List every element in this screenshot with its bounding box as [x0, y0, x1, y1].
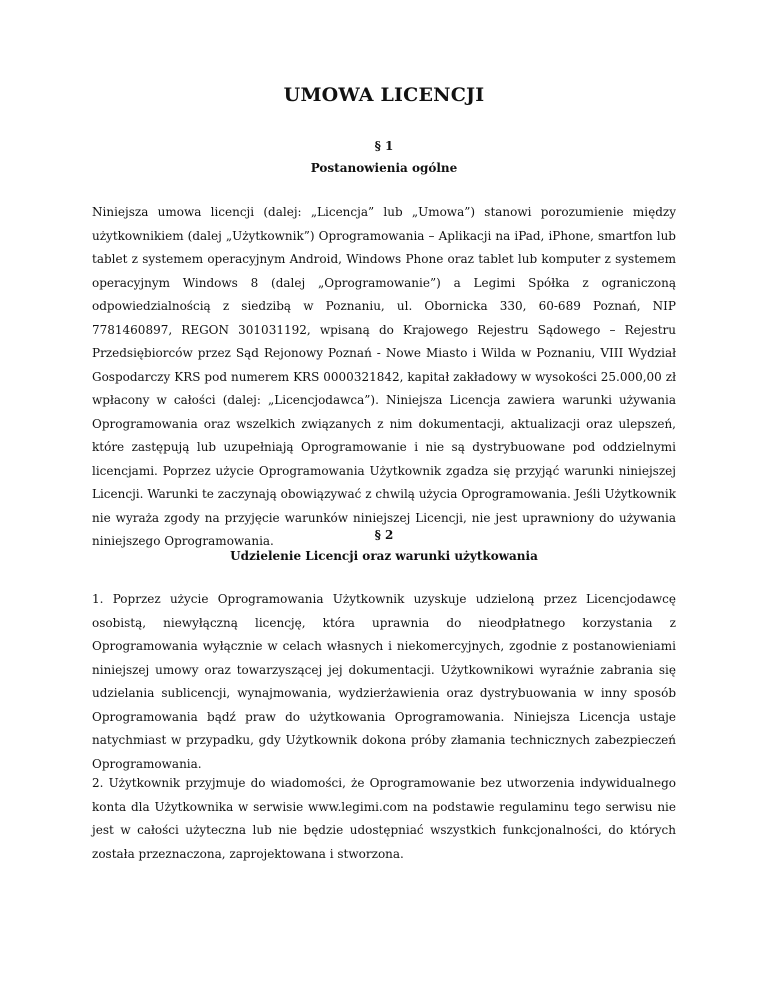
section-1-heading: Postanowienia ogólne — [310, 161, 458, 175]
section-1-number: § 1 — [374, 139, 394, 153]
section-1-paragraph: Niniejsza umowa licencji (dalej: „Licencja” lub „Umowa”) stanowi porozumienie między użytkownikiem (dalej „Użytkownik”) Oprogramowania – Aplikacji na iPad, iPhone, smartfon lub tablet z systemem operacyjnym Android, Windows Phone oraz tablet lub komputer z systemem operacyjnym Windows 8 (dalej „Oprogramowanie”) a Legimi Spółka z ograniczoną odpowiedzialnością z siedzibą w Poznaniu, ul. Obornicka 330, 60-689 Poznań, NIP 7781460897, REGON 301031192, wpisaną do Krajowego Rejestru Sądowego – Rejestru Przedsiębiorców przez Sąd Rejonowy Poznań - Nowe Miasto i Wilda w Poznaniu, VIII Wydział Gospodarczy KRS pod numerem KRS 0000321842, kapitał zakładowy w wysokości 25.000,00 zł wpłacony w całości (dalej: „Licencjodawca”). Niniejsza Licencja zawiera warunki używania Oprogramowania oraz wszelkich związanych z nim dokumentacji, aktualizacji oraz ulepszeń, które zastępują lub uzupełniają Oprogramowanie i nie są dystrybuowane pod oddzielnymi licencjami. Poprzez użycie Oprogramowania Użytkownik zgadza się przyjąć warunki niniejszej Licencji. Warunki te zaczynają obowiązywać z chwilą użycia Oprogramowania. Jeśli Użytkownik nie wyraża zgody na przyjęcie warunków niniejszej Licencji, nie jest uprawniony do używania niniejszego Oprogramowania. — [92, 205, 676, 548]
document-title: UMOWA LICENCJI — [283, 84, 485, 106]
section-2-number: § 2 — [374, 528, 394, 542]
section-2-heading: Udzielenie Licencji oraz warunki użytkowania — [230, 549, 538, 563]
section-2-paragraph-2: 2. Użytkownik przyjmuje do wiadomości, że Oprogramowanie bez utworzenia indywidualnego konta dla Użytkownika w serwisie www.legimi.com na podstawie regulaminu tego serwisu nie jest w całości użyteczna lub nie będzie udostępniać wszystkich funkcjonalności, do których została przeznaczona, zaprojektowana i stworzona. — [92, 776, 676, 861]
section-2-paragraph-1: 1. Poprzez użycie Oprogramowania Użytkownik uzyskuje udzieloną przez Licencjodawcę osobistą, niewyłączną licencję, która uprawnia do nieodpłatnego korzystania z Oprogramowania wyłącznie w celach własnych i niekomercyjnych, zgodnie z postanowieniami niniejszej umowy oraz towarzyszącej jej dokumentacji. Użytkownikowi wyraźnie zabrania się udzielania sublicencji, wynajmowania, wydzierżawienia oraz dystrybuowania w inny sposób Oprogramowania bądź praw do użytkowania Oprogramowania. Niniejsza Licencja ustaje natychmiast w przypadku, gdy Użytkownik dokona próby złamania technicznych zabezpieczeń Oprogramowania. — [92, 592, 676, 771]
